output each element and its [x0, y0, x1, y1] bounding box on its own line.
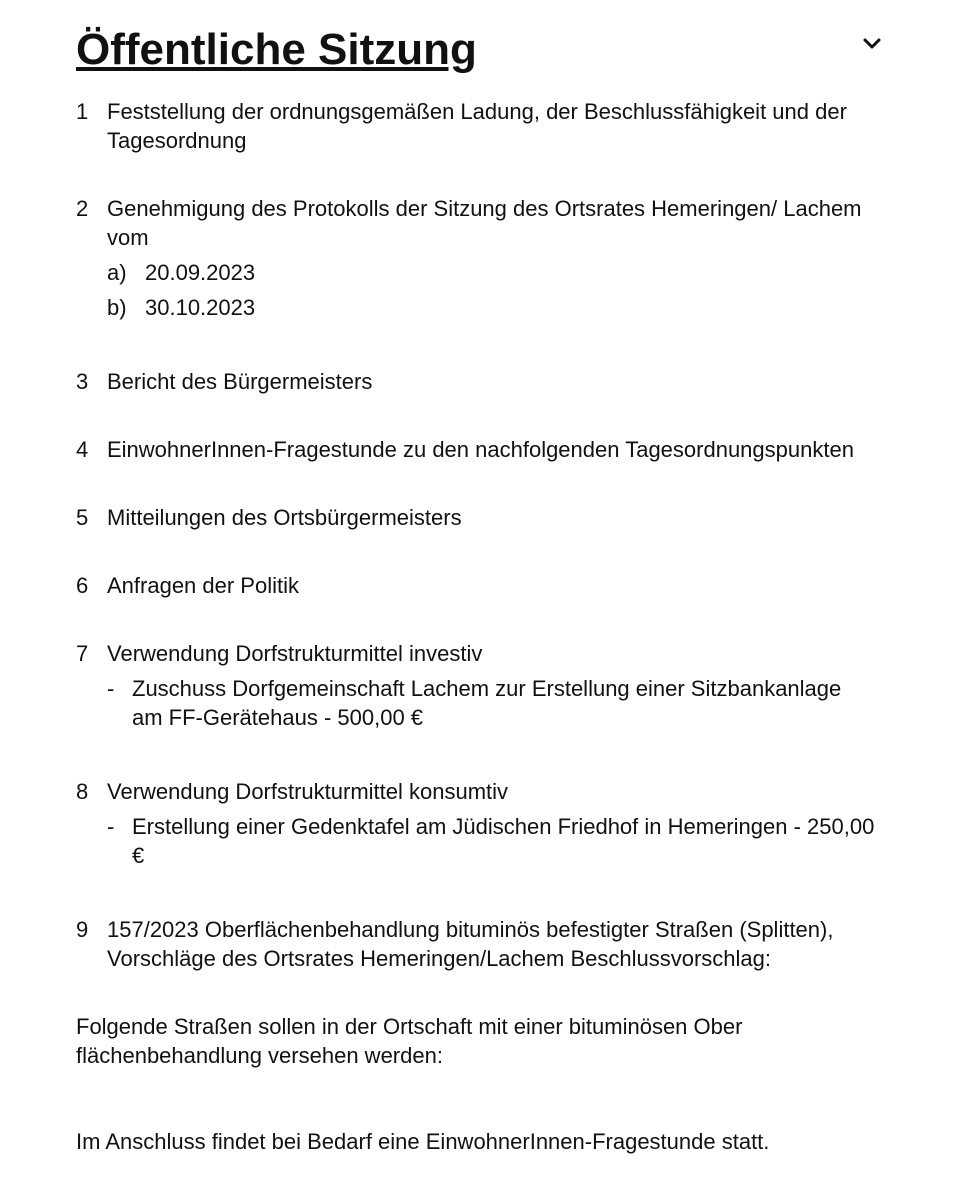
agenda-sublist	[107, 674, 876, 732]
document-page	[76, 25, 876, 1156]
subitem-text: Zuschuss Dorfgemeinschaft Lachem zur Erstellung einer Sitzbankanlage am FF-Gerätehaus - 500,00 €	[132, 676, 842, 730]
agenda-item-3	[76, 367, 876, 396]
agenda-item-7	[76, 639, 876, 738]
subitem-text: Erstellung einer Gedenktafel am Jüdischen Friedhof in Hemeringen - 250,00 €	[132, 814, 875, 868]
agenda-item-number: 6	[76, 573, 89, 598]
agenda-item-text: 157/2023 Oberflächenbehandlung bituminös befestigter Straßen (Splitten), Vorschläge des Ortsrates Hemeringen/Lachem Beschlussvorschlag:	[107, 917, 834, 971]
subitem-marker: -	[107, 814, 115, 839]
agenda-subitem	[107, 293, 876, 322]
agenda-list	[76, 97, 876, 973]
agenda-subitem	[107, 258, 876, 287]
agenda-item-9	[76, 915, 876, 973]
agenda-item-number: 7	[76, 641, 89, 666]
agenda-item-8	[76, 777, 876, 876]
agenda-item-text: Mitteilungen des Ortsbürgermeisters	[107, 505, 462, 530]
agenda-item-text: Feststellung der ordnungsgemäßen Ladung, der Beschlussfähigkeit und der Tagesordnung	[107, 99, 847, 153]
agenda-item-text: Anfragen der Politik	[107, 573, 299, 598]
agenda-item-text: Genehmigung des Protokolls der Sitzung des Ortsrates Hemeringen/ Lachem vom	[107, 196, 862, 250]
agenda-sublist	[107, 812, 876, 870]
agenda-item-number: 1	[76, 99, 89, 124]
agenda-item-number: 9	[76, 917, 89, 942]
agenda-item-text: Bericht des Bürgermeisters	[107, 369, 373, 394]
agenda-item-number: 3	[76, 369, 89, 394]
agenda-subitem	[107, 812, 876, 870]
subitem-marker: -	[107, 676, 115, 701]
subitem-marker: a)	[107, 260, 127, 285]
agenda-item-number: 2	[76, 196, 89, 221]
subitem-text: 20.09.2023	[145, 260, 256, 285]
agenda-item-number: 8	[76, 779, 89, 804]
agenda-item-number: 5	[76, 505, 89, 530]
agenda-item-4	[76, 435, 876, 464]
agenda-item-text: Verwendung Dorfstrukturmittel konsumtiv	[107, 779, 509, 804]
subitem-text: 30.10.2023	[145, 295, 256, 320]
agenda-item-2	[76, 194, 876, 328]
agenda-item-text: Verwendung Dorfstrukturmittel investiv	[107, 641, 483, 666]
subitem-marker: b)	[107, 295, 127, 320]
agenda-sublist	[107, 258, 876, 322]
agenda-item-6	[76, 571, 876, 600]
resolution-paragraph: Folgende Straßen sollen in der Ortschaft mit einer bituminösen Ober flächenbehandlung versehen werden:	[76, 1014, 743, 1068]
closing-paragraph: Im Anschluss findet bei Bedarf eine EinwohnerInnen-Fragestunde statt.	[76, 1129, 770, 1154]
agenda-item-text: EinwohnerInnen-Fragestunde zu den nachfolgenden Tagesordnungspunkten	[107, 437, 854, 462]
section-heading: Öffentliche Sitzung	[76, 25, 477, 74]
agenda-item-1	[76, 97, 876, 155]
agenda-subitem	[107, 674, 876, 732]
agenda-item-number: 4	[76, 437, 89, 462]
agenda-item-5	[76, 503, 876, 532]
